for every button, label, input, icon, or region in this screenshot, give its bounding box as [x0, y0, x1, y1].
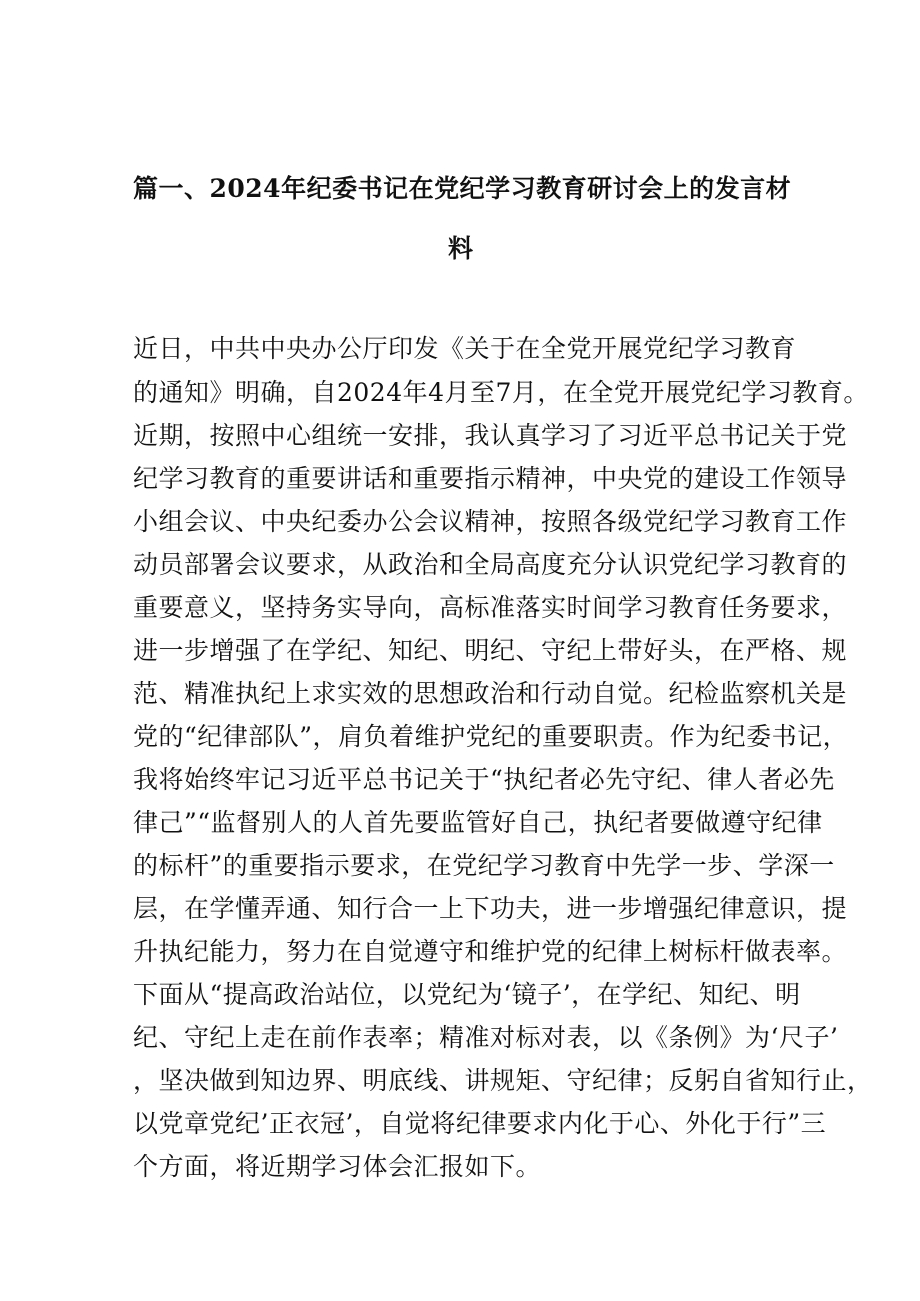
- body-line-11: 我将始终牢记习近平总书记关于“执纪者必先守纪、律人者必先: [133, 765, 835, 794]
- body-line-5: 小组会议、中央纪委办公会议精神，按照各级党纪学习教育工作: [133, 507, 848, 536]
- body-line-3: 近期，按照中心组统一安排，我认真学习了习近平总书记关于党: [133, 421, 848, 450]
- body-line-12: 律己”“监督别人的人首先要监管好自己，执纪者要做遵守纪律: [133, 808, 823, 837]
- body-line-7: 重要意义，坚持务实导向，高标准落实时间学习教育任务要求，: [133, 593, 848, 622]
- body-line-4: 纪学习教育的重要讲话和重要指示精神，中央党的建设工作领导: [133, 464, 848, 493]
- document-title-line-2: 料: [448, 234, 474, 263]
- document-title-line-1: 篇一、2024年纪委书记在党纪学习教育研讨会上的发言材: [133, 174, 792, 203]
- body-line-8: 进一步增强了在学纪、知纪、明纪、守纪上带好头，在严格、规: [133, 636, 848, 665]
- body-line-9: 范、精准执纪上求实效的思想政治和行动自觉。纪检监察机关是: [133, 679, 848, 708]
- body-line-17: 纪、守纪上走在前作表率；精准对标对表，以《条例》为‘尺子’: [133, 1023, 839, 1052]
- body-line-18: ，坚决做到知边界、明底线、讲规矩、守纪律；反躬自省知行止，: [133, 1066, 873, 1095]
- body-line-13: 的标杆”的重要指示要求，在党纪学习教育中先学一步、学深一: [133, 851, 835, 880]
- body-line-20: 个方面，将近期学习体会汇报如下。: [133, 1152, 542, 1181]
- body-line-2: 的通知》明确，自2024年4月至7月，在全党开展党纪学习教育。: [133, 378, 869, 407]
- body-line-6: 动员部署会议要求，从政治和全局高度充分认识党纪学习教育的: [133, 550, 848, 579]
- body-line-1: 近日，中共中央办公厅印发《关于在全党开展党纪学习教育: [133, 334, 797, 363]
- body-line-16: 下面从“提高政治站位，以党纪为‘镜子’，在学纪、知纪、明: [133, 980, 801, 1009]
- body-line-15: 升执纪能力，努力在自觉遵守和维护党的纪律上树标杆做表率。: [133, 937, 848, 966]
- body-line-10: 党的“纪律部队”，肩负着维护党纪的重要职责。作为纪委书记，: [133, 722, 849, 751]
- body-line-14: 层，在学懂弄通、知行合一上下功夫，进一步增强纪律意识，提: [133, 894, 848, 923]
- body-line-19: 以党章党纪’正衣冠’，自觉将纪律要求内化于心、外化于行”三: [133, 1109, 827, 1138]
